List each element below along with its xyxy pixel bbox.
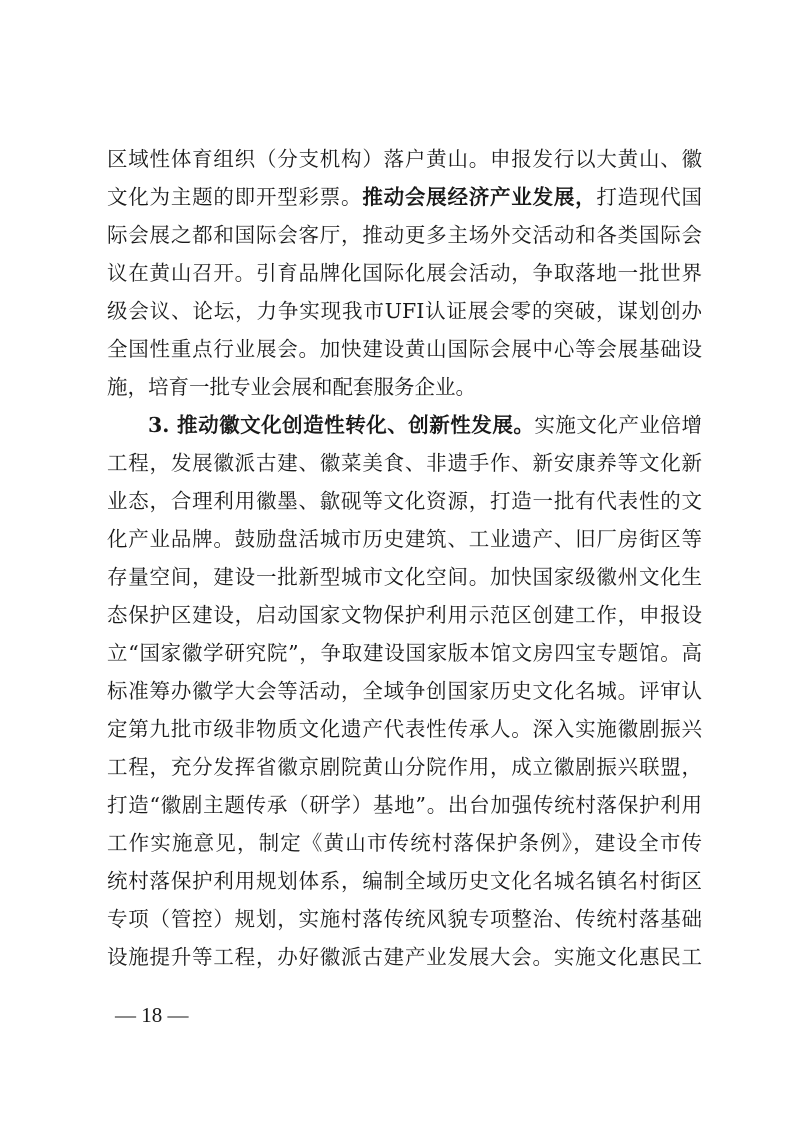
text-line <box>107 254 702 292</box>
body-text: 定第九批市级非物质文化遗产代表性传承人。深入实施徽剧振兴 <box>107 717 702 741</box>
text-line <box>107 748 702 786</box>
text-line <box>107 140 702 178</box>
body-text: 工程，充分发挥省徽京剧院黄山分院作用，成立徽剧振兴联盟， <box>107 755 702 779</box>
body-text: 专项（管控）规划，实施村落传统风貌专项整治、传统村落基础 <box>107 907 702 931</box>
body-text: 存量空间，建设一批新型城市文化空间。加快国家级徽州文化生 <box>107 565 702 589</box>
text-line <box>107 520 702 558</box>
body-text: 打造“徽剧主题传承（研学）基地”。出台加强传统村落保护利用 <box>107 793 702 817</box>
body-text: 区域性体育组织（分支机构）落户黄山。申报发行以大黄山、徽 <box>107 147 702 171</box>
text-line <box>107 406 702 444</box>
paragraph <box>107 406 702 976</box>
text-line <box>107 216 702 254</box>
body-text: 工程，发展徽派古建、徽菜美食、非遗手作、新安康养等文化新 <box>107 451 702 475</box>
body-text: 级会议、论坛，力争实现我市UFI认证展会零的突破，谋划创办 <box>107 299 702 323</box>
text-line <box>107 292 702 330</box>
text-line <box>107 482 702 520</box>
document-body <box>107 140 702 976</box>
text-line <box>107 178 702 216</box>
text-line <box>107 444 702 482</box>
paragraph <box>107 140 702 406</box>
body-text: 统村落保护利用规划体系，编制全域历史文化名城名镇名村街区 <box>107 869 702 893</box>
text-line <box>107 330 702 368</box>
text-line <box>107 900 702 938</box>
body-text: 际会展之都和国际会客厅，推动更多主场外交活动和各类国际会 <box>107 223 702 247</box>
body-text: 态保护区建设，启动国家文物保护利用示范区创建工作，申报设 <box>107 603 702 627</box>
text-line <box>107 558 702 596</box>
body-text: 工作实施意见，制定《黄山市传统村落保护条例》，建设全市传 <box>107 831 702 855</box>
text-line <box>107 634 702 672</box>
text-line <box>107 710 702 748</box>
page-number: — 18 — <box>115 1003 189 1027</box>
body-text: 业态，合理利用徽墨、歙砚等文化资源，打造一批有代表性的文 <box>107 489 702 513</box>
text-line <box>107 786 702 824</box>
text-line <box>107 596 702 634</box>
text-line <box>107 368 702 406</box>
body-text: 文化为主题的即开型彩票。 <box>107 185 363 209</box>
body-text: 全国性重点行业展会。加快建设黄山国际会展中心等会展基础设 <box>107 337 702 361</box>
bold-heading-text: 推动会展经济产业发展， <box>362 185 597 209</box>
body-text: 设施提升等工程，办好徽派古建产业发展大会。实施文化惠民工 <box>107 945 702 969</box>
body-text: 实施文化产业倍增 <box>534 413 703 437</box>
body-text: 议在黄山召开。引育品牌化国际化展会活动，争取落地一批世界 <box>107 261 702 285</box>
text-line <box>107 938 702 976</box>
text-line <box>107 672 702 710</box>
text-line <box>107 862 702 900</box>
body-text: 打造现代国 <box>596 185 703 209</box>
body-text: 标准筹办徽学大会等活动，全域争创国家历史文化名城。评审认 <box>107 679 702 703</box>
text-line <box>107 824 702 862</box>
body-text: 施，培育一批专业会展和配套服务企业。 <box>107 375 476 399</box>
body-text: 立“国家徽学研究院”，争取建设国家版本馆文房四宝专题馆。高 <box>107 641 702 665</box>
body-text: 化产业品牌。鼓励盘活城市历史建筑、工业遗产、旧厂房街区等 <box>107 527 702 551</box>
bold-heading-text: 3. 推动徽文化创造性转化、创新性发展。 <box>148 413 535 437</box>
